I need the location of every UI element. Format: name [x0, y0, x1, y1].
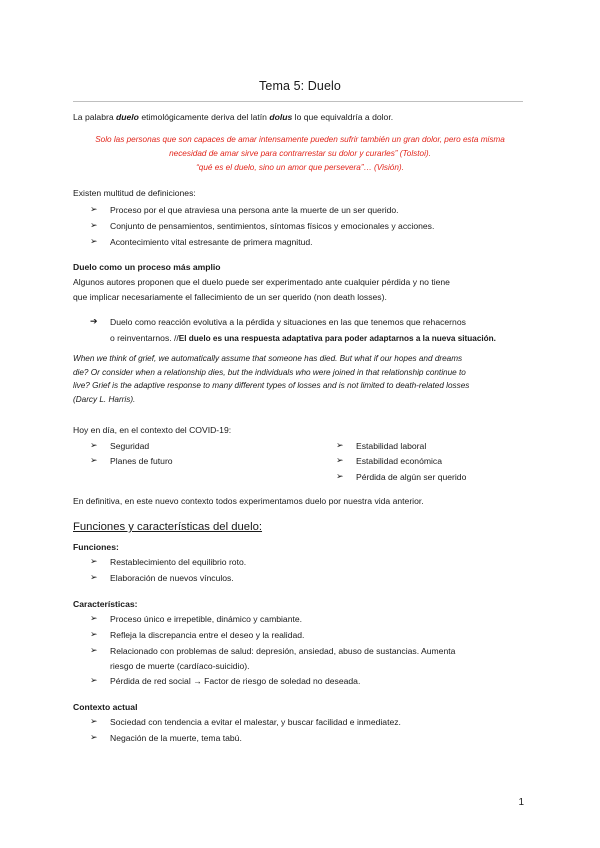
bullet-icon: ➢ [90, 675, 98, 685]
covid-item-left: Seguridad [110, 441, 150, 451]
broad-line-1: Algunos autores proponen que el duelo puede ser experimentado ante cualquier pérdida y no tiene [73, 277, 450, 287]
red-social-text: Pérdida de red social [110, 676, 194, 686]
bullet-icon: ➢ [90, 556, 98, 566]
page-number: 1 [518, 797, 524, 808]
intro-text-middle: etimológicamente deriva del latín [138, 112, 270, 122]
broad-arrow-plain: o reinventarnos. // [110, 333, 179, 343]
list-item: Refleja la discrepancia entre el deseo y la realidad. [110, 630, 305, 640]
list-item: Proceso por el que atraviesa una persona ante la muerte de un ser querido. [110, 205, 399, 215]
bullet-icon: ➢ [90, 455, 98, 465]
harris-quote [73, 352, 533, 407]
covid-item-right: Estabilidad económica [356, 456, 442, 466]
list-item: Negación de la muerte, tema tabú. [110, 733, 242, 743]
bullet-icon: ➢ [90, 236, 98, 246]
red-social-text-b: Factor de riesgo de soledad no deseada. [201, 676, 361, 686]
intro-paragraph [73, 110, 529, 125]
harris-line-1: When we think of grief, we automatically assume that someone has died. But what if our hopes and dreams [73, 354, 463, 363]
harris-line-4: (Darcy L. Harris). [73, 395, 136, 405]
list-item: Acontecimiento vital estresante de primera magnitud. [110, 237, 313, 247]
list-item: Sociedad con tendencia a evitar el malestar, y buscar facilidad e inmediatez. [110, 717, 401, 727]
bullet-icon: ➢ [90, 440, 98, 450]
bullet-icon: ➢ [90, 732, 98, 742]
quote-line-3: “qué es el duelo, sino un amor que persevera”… (Visión). [196, 163, 404, 172]
intro-term-duelo: duelo [116, 112, 139, 122]
covid-item-right: Pérdida de algún ser querido [356, 472, 467, 482]
tolstoi-quote [60, 133, 540, 175]
page-title: Tema 5: Duelo [259, 79, 341, 93]
harris-line-2: die? Or consider when a relationship dies, but the individuals who were joined in that relationship continue to [73, 367, 466, 377]
list-item: Conjunto de pensamientos, sentimientos, síntomas físicos y emocionales y acciones. [110, 221, 435, 231]
list-item-continuation: riesgo de muerte (cardíaco-suicidio). [110, 661, 250, 671]
list-item [110, 674, 360, 689]
title-rule [73, 101, 523, 102]
caracteristicas-label: Características: [73, 599, 138, 609]
bullet-icon: ➢ [90, 629, 98, 639]
bullet-icon: ➢ [90, 716, 98, 726]
intro-text-after: lo que equivaldría a dolor. [292, 112, 394, 122]
section-heading: Funciones y características del duelo: [73, 521, 263, 533]
conclusion-paragraph: En definitiva, en este nuevo contexto todos experimentamos duelo por nuestra vida anterior. [73, 496, 424, 506]
list-item: Proceso único e irrepetible, dinámico y cambiante. [110, 614, 303, 624]
bullet-icon: ➢ [90, 204, 98, 214]
broad-arrow-line-2 [110, 331, 496, 347]
arrow-icon: ➔ [90, 316, 98, 326]
intro-term-dolus: dolus [269, 112, 293, 122]
list-item: Elaboración de nuevos vínculos. [110, 573, 234, 583]
intro-text-before: La palabra [73, 112, 117, 122]
definitions-heading: Existen multitud de definiciones: [73, 188, 196, 198]
bullet-icon: ➢ [336, 471, 344, 481]
quote-line-1: Solo las personas que son capaces de amar intensamente pueden sufrir también un gran dolor, pero esta misma [95, 135, 505, 144]
right-arrow-icon: → [193, 676, 202, 686]
funciones-label: Funciones: [73, 542, 119, 552]
bullet-icon: ➢ [90, 645, 98, 655]
bullet-icon: ➢ [90, 572, 98, 582]
covid-item-right: Estabilidad laboral [356, 441, 427, 451]
harris-line-3: live? Grief is the adaptive response to many different types of losses and is not limited to death-related losses [73, 381, 470, 391]
broad-heading: Duelo como un proceso más amplio [73, 262, 221, 272]
bullet-icon: ➢ [90, 613, 98, 623]
list-item: Restablecimiento del equilibrio roto. [110, 557, 247, 567]
broad-arrow-line-1: Duelo como reacción evolutiva a la pérdida y situaciones en las que tenemos que rehacernos [110, 317, 466, 327]
bullet-icon: ➢ [336, 455, 344, 465]
covid-heading: Hoy en día, en el contexto del COVID-19: [73, 425, 232, 435]
contexto-label: Contexto actual [73, 702, 138, 712]
list-item: Relacionado con problemas de salud: depresión, ansiedad, abuso de sustancias. Aumenta [110, 646, 456, 656]
broad-line-2: que implicar necesariamente el fallecimiento de un ser querido (non death losses). [73, 292, 387, 302]
bullet-icon: ➢ [90, 220, 98, 230]
bullet-icon: ➢ [336, 440, 344, 450]
covid-item-left: Planes de futuro [110, 456, 173, 466]
quote-line-2: necesidad de amar sirve para contrarrestar su dolor y curarles” (Tolstoi). [169, 149, 431, 158]
broad-arrow-bold: El duelo es una respuesta adaptativa para poder adaptarnos a la nueva situación. [178, 334, 496, 343]
